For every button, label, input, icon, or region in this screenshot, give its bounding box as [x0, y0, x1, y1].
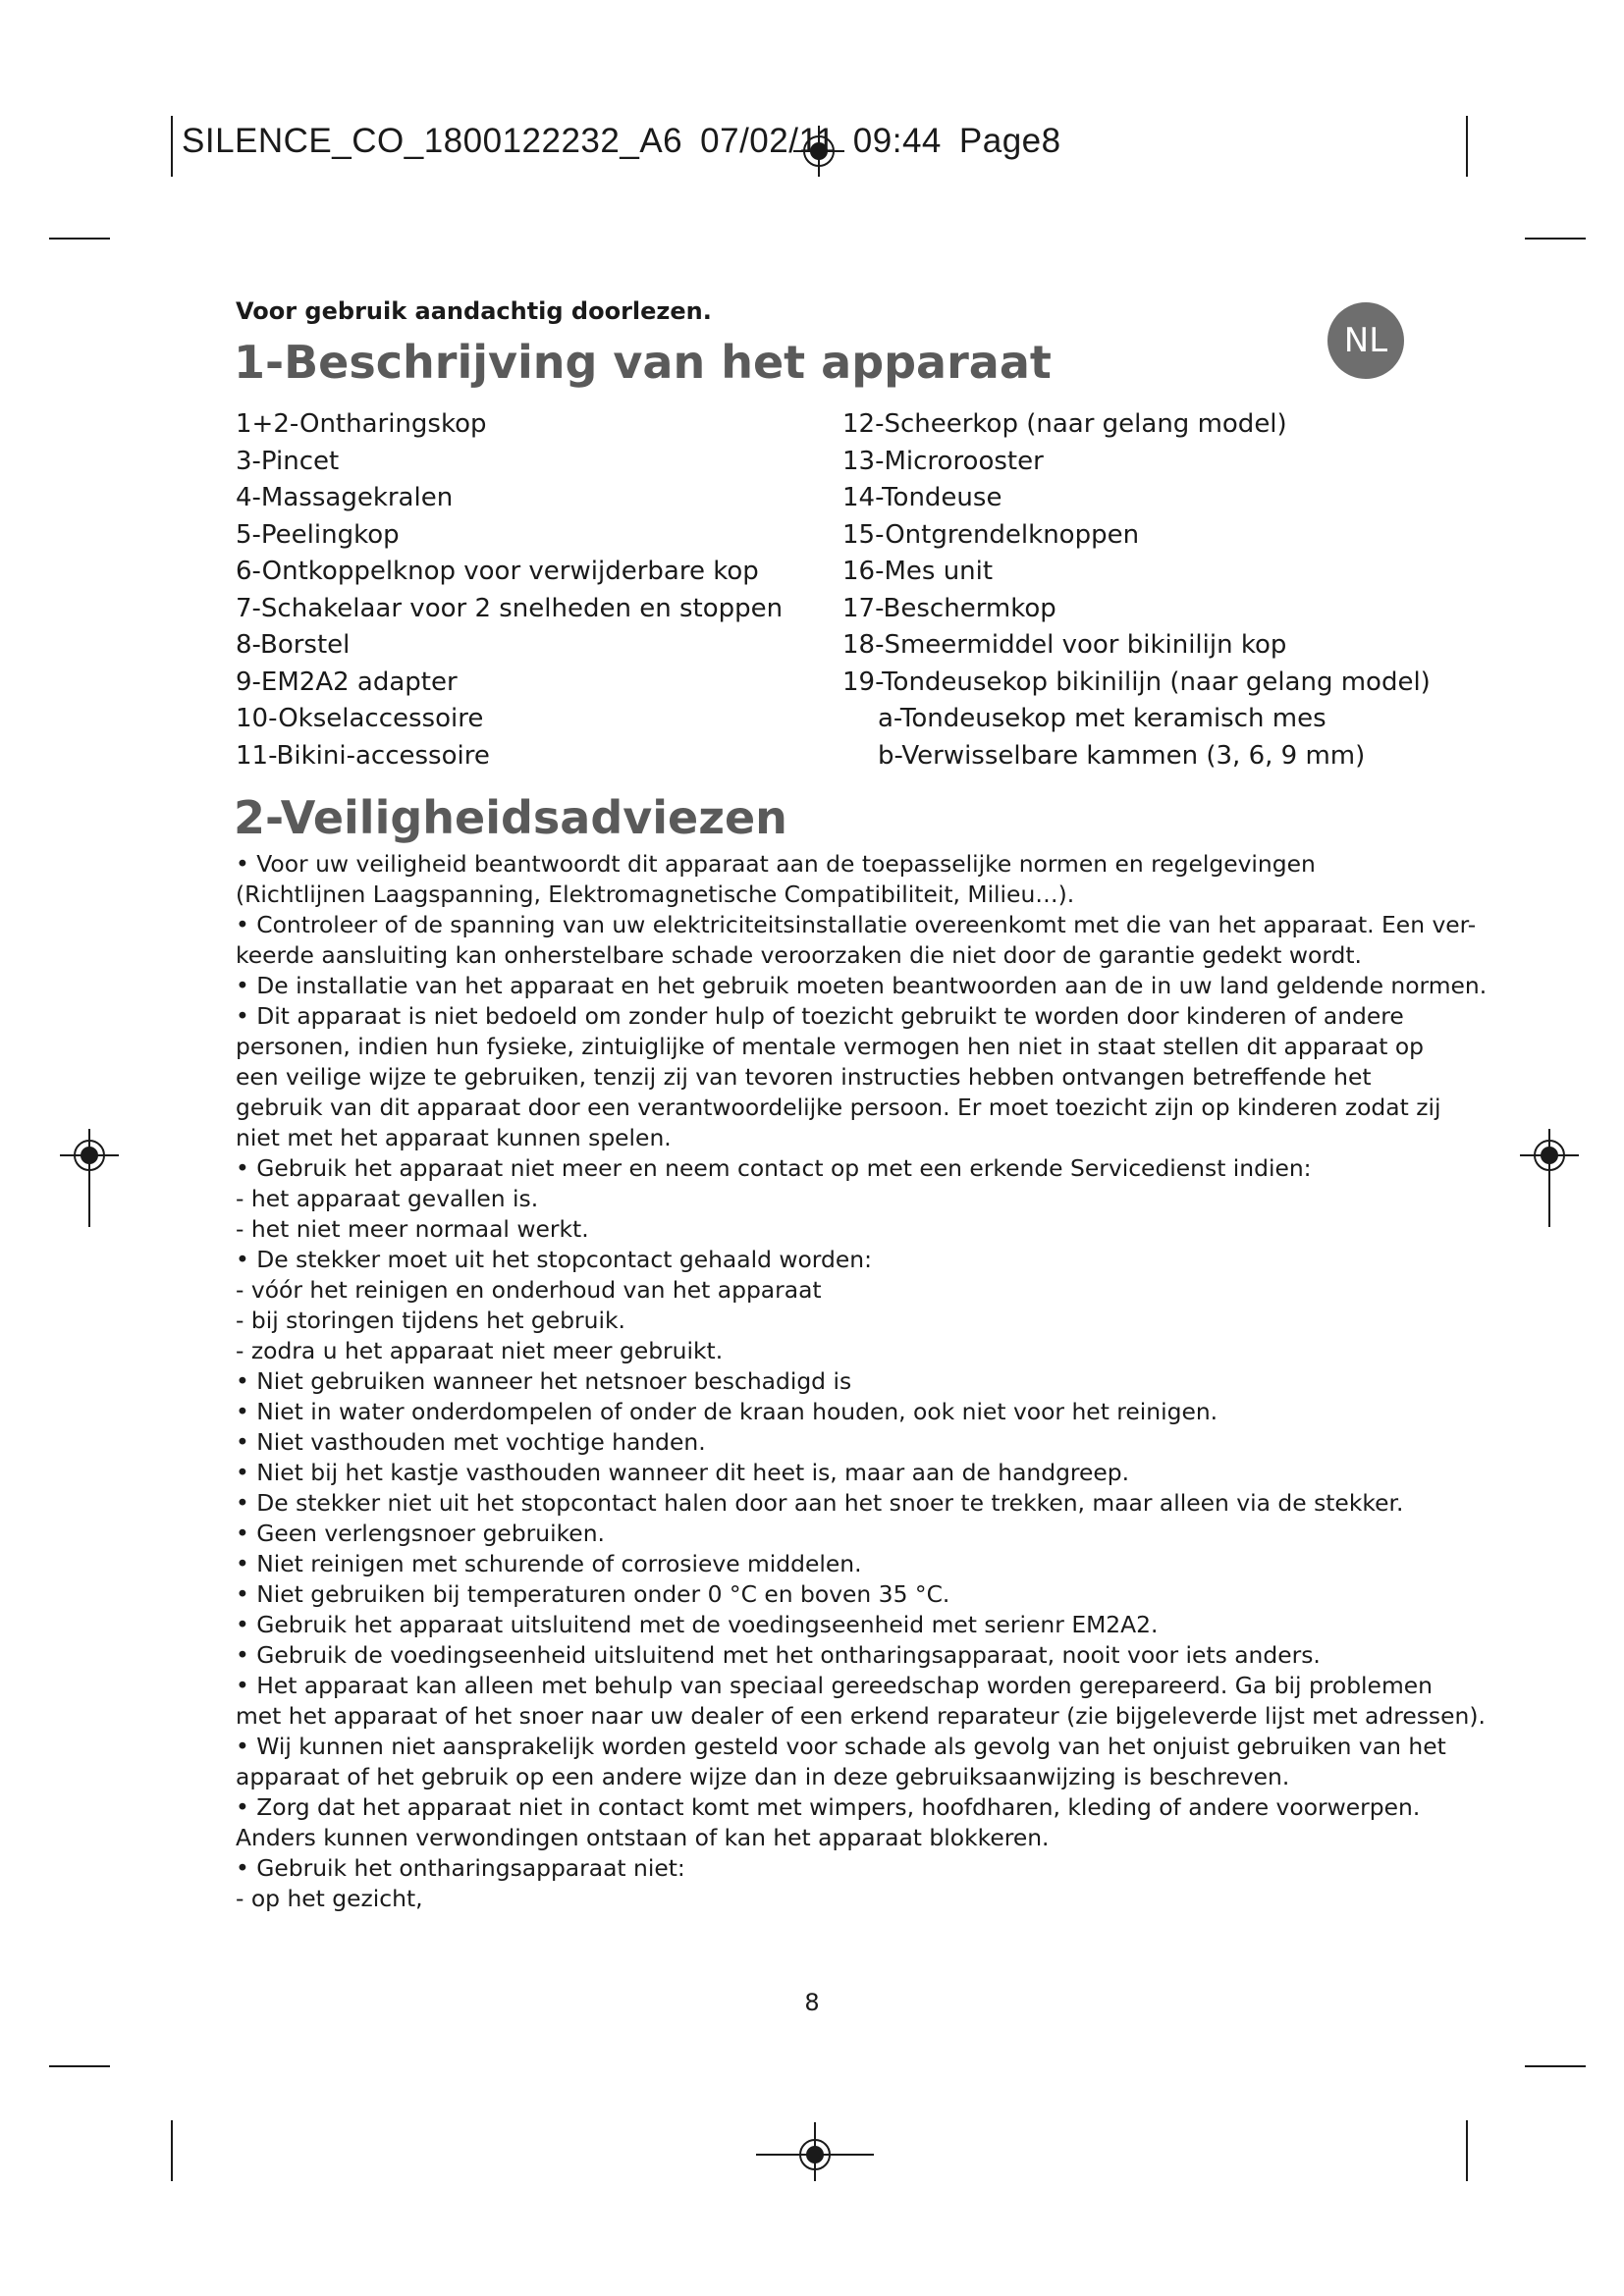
list-item: 14-Tondeuse [842, 483, 1002, 512]
section-1-title: 1-Beschrijving van het apparaat [234, 336, 1052, 389]
crop-mark-top-left [171, 116, 173, 177]
registration-mark-right-icon [1520, 1129, 1579, 1227]
list-item: 18-Smeermiddel voor bikinilijn kop [842, 630, 1287, 660]
crop-mark-bottom-right [1466, 2120, 1468, 2181]
text-line: - bij storingen tijdens het gebruik. [236, 1307, 625, 1334]
text-line: • De stekker niet uit het stopcontact halen door aan het snoer te trekken, maar alleen via de stekker. [236, 1489, 1404, 1517]
text-line: • Zorg dat het apparaat niet in contact komt met wimpers, hoofdharen, kleding of andere voorwerpen. [236, 1793, 1421, 1821]
list-item: 8-Borstel [236, 630, 351, 660]
list-item: a-Tondeusekop met keramisch mes [878, 704, 1326, 733]
intro-note: Voor gebruik aandachtig doorlezen. [236, 297, 712, 325]
list-item: 10-Okselaccessoire [236, 704, 484, 733]
slug-page: Page8 [958, 122, 1061, 160]
list-item: 1+2-Ontharingskop [236, 409, 487, 439]
text-line: • De installatie van het apparaat en het gebruik moeten beantwoorden aan de in uw land geldende normen. [236, 972, 1488, 999]
safety-text [236, 849, 1488, 1914]
list-item: 17-Beschermkop [842, 593, 1056, 623]
crop-mark-bottom-left [171, 2120, 173, 2181]
crop-mark-left-lower [49, 2065, 110, 2067]
text-line: apparaat of het gebruik op een andere wijze dan in deze gebruiksaanwijzing is beschreven. [236, 1763, 1290, 1790]
text-line: • Dit apparaat is niet bedoeld om zonder hulp of toezicht gebruikt te worden door kinderen of andere [236, 1002, 1404, 1030]
text-line: • De stekker moet uit het stopcontact gehaald worden: [236, 1246, 872, 1273]
list-item: 7-Schakelaar voor 2 snelheden en stoppen [236, 593, 784, 623]
list-item: 15-Ontgrendelknoppen [842, 519, 1140, 550]
list-item: 5-Peelingkop [236, 519, 400, 550]
text-line: • Niet in water onderdompelen of onder de kraan houden, ook niet voor het reinigen. [236, 1398, 1218, 1425]
crop-mark-left-upper [49, 238, 110, 240]
text-line: • Gebruik het ontharingsapparaat niet: [236, 1854, 685, 1882]
text-line: keerde aansluiting kan onherstelbare schade veroorzaken die niet door de garantie gedekt wordt. [236, 941, 1362, 969]
text-line: • Niet vasthouden met vochtige handen. [236, 1428, 706, 1456]
text-line: personen, indien hun fysieke, zintuiglijke of mentale vermogen hen niet in staat stellen dit apparaat op [236, 1033, 1424, 1060]
printer-slug [182, 122, 1079, 161]
crop-mark-right-upper [1525, 238, 1586, 240]
page-number: 8 [804, 1989, 820, 2016]
list-item: b-Verwisselbare kammen (3, 6, 9 mm) [878, 740, 1366, 771]
text-line: gebruik van dit apparaat door een verantwoordelijke persoon. Er moet toezicht zijn op kinderen zodat zij [236, 1094, 1441, 1121]
text-line: • Niet gebruiken bij temperaturen onder 0 °C en boven 35 °C. [236, 1580, 950, 1608]
text-line: • Controleer of de spanning van uw elektriciteitsinstallatie overeenkomt met die van het apparaat. Een ver- [236, 911, 1477, 938]
section-2-title: 2-Veiligheidsadviezen [234, 791, 787, 844]
text-line: een veilige wijze te gebruiken, tenzij zij van tevoren instructies hebben ontvangen betreffende het [236, 1063, 1372, 1091]
crop-mark-right-lower [1525, 2065, 1586, 2067]
parts-list-right [842, 406, 1431, 774]
text-line: - het niet meer normaal werkt. [236, 1215, 589, 1243]
registration-mark-left-icon [60, 1129, 119, 1227]
list-item: 3-Pincet [236, 446, 340, 476]
text-line: • Geen verlengsnoer gebruiken. [236, 1520, 605, 1547]
slug-time: 09:44 [852, 122, 942, 160]
text-line: met het apparaat of het snoer naar uw dealer of een erkend reparateur (zie bijgeleverde lijst met adressen). [236, 1702, 1486, 1730]
language-badge: NL [1327, 302, 1404, 379]
text-line: - vóór het reinigen en onderhoud van het apparaat [236, 1276, 822, 1304]
text-line: • Voor uw veiligheid beantwoordt dit apparaat aan de toepasselijke normen en regelgevingen [236, 850, 1316, 878]
text-line: • Gebruik het apparaat uitsluitend met de voedingseenheid met serienr EM2A2. [236, 1611, 1159, 1638]
list-item: 12-Scheerkop (naar gelang model) [842, 409, 1287, 439]
slug-date: 07/02/11 [700, 122, 836, 160]
list-item: 4-Massagekralen [236, 483, 454, 512]
text-line: • Niet reinigen met schurende of corrosieve middelen. [236, 1550, 862, 1577]
text-line: niet met het apparaat kunnen spelen. [236, 1124, 672, 1151]
text-line: Anders kunnen verwondingen ontstaan of kan het apparaat blokkeren. [236, 1824, 1050, 1851]
text-line: • Niet gebruiken wanneer het netsnoer beschadigd is [236, 1367, 852, 1395]
registration-mark-bottom-icon [756, 2122, 874, 2181]
list-item: 6-Ontkoppelknop voor verwijderbare kop [236, 557, 759, 586]
text-line: • Gebruik de voedingseenheid uitsluitend met het ontharingsapparaat, nooit voor iets anders. [236, 1641, 1321, 1669]
text-line: • Het apparaat kan alleen met behulp van speciaal gereedschap worden gerepareerd. Ga bij problemen [236, 1672, 1433, 1699]
list-item: 13-Microrooster [842, 446, 1044, 476]
list-item: 11-Bikini-accessoire [236, 740, 490, 771]
text-line: - op het gezicht, [236, 1885, 423, 1912]
text-line: - zodra u het apparaat niet meer gebruikt. [236, 1337, 724, 1364]
list-item: 16-Mes unit [842, 557, 994, 586]
text-line: - het apparaat gevallen is. [236, 1185, 539, 1212]
text-line: • Niet bij het kastje vasthouden wanneer dit heet is, maar aan de handgreep. [236, 1459, 1130, 1486]
parts-list-left [236, 406, 783, 774]
crop-mark-top-right [1466, 116, 1468, 177]
slug-code: SILENCE_CO_1800122232_A6 [182, 122, 683, 160]
text-line: (Richtlijnen Laagspanning, Elektromagnetische Compatibiliteit, Milieu…). [236, 881, 1075, 908]
list-item: 9-EM2A2 adapter [236, 667, 458, 697]
text-line: • Wij kunnen niet aansprakelijk worden gesteld voor schade als gevolg van het onjuist gebruiken van het [236, 1733, 1446, 1760]
text-line: • Gebruik het apparaat niet meer en neem contact op met een erkende Servicedienst indien: [236, 1154, 1312, 1182]
list-item: 19-Tondeusekop bikinilijn (naar gelang model) [842, 667, 1431, 697]
